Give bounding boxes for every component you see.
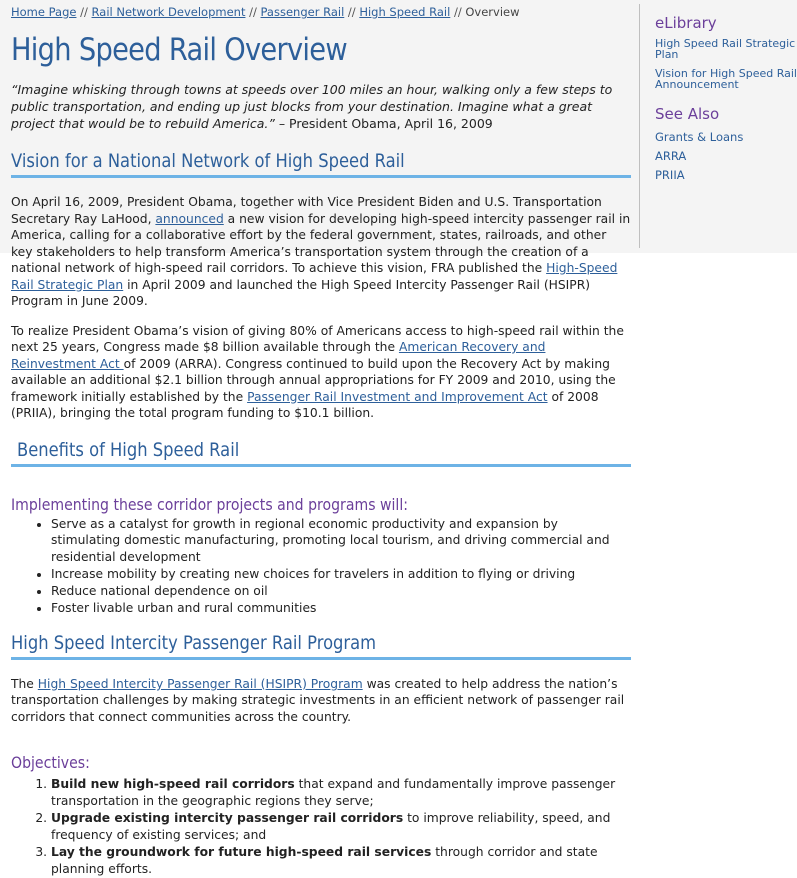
breadcrumb-separator: // bbox=[249, 5, 257, 19]
objective-text: that expand and fundamentally improve passenger transportation in the geographic regions they serve; bbox=[51, 777, 616, 809]
sidebar-link-priia[interactable]: PRIIA bbox=[655, 168, 685, 182]
section-heading-vision bbox=[11, 149, 631, 178]
text-run: of 2009 (ARRA). Congress continued to build upon the Recovery Act by making available an additional $2.1 billion through annual appropriations for FY 2009 and 2010, using the framework initially established by the bbox=[11, 356, 616, 404]
text-run: The bbox=[11, 676, 38, 691]
list-item: • Increase mobility by creating new choices for travelers in addition to flying or driving bbox=[51, 566, 631, 583]
breadcrumb-current: Overview bbox=[465, 5, 520, 19]
see-also-heading: See Also bbox=[655, 105, 720, 123]
text-run: was created to help address the nation’s transportation challenges by making strategic investments in an efficient network of passenger rail corridors that connect communities across the country. bbox=[11, 676, 625, 724]
see-also-links bbox=[655, 131, 797, 182]
text-run: To realize President Obama’s vision of giving 80% of Americans access to high-speed rail within the next 25 years, Congress made $8 billion available through the bbox=[11, 323, 624, 354]
breadcrumb-separator: // bbox=[80, 5, 88, 19]
main-content bbox=[11, 0, 631, 878]
strategic-plan-link[interactable]: High-Speed Rail Strategic Plan bbox=[11, 261, 618, 292]
program-paragraph bbox=[11, 676, 631, 726]
text-run: a new vision for developing high-speed intercity passenger rail in America, calling for a collaborative effort by the federal government, states, railroads, and other key stakeholders to help transform America’s transportation system through the creation of a national network of high-speed rail corridors. To achieve this vision, FRA published the bbox=[11, 211, 631, 275]
breadcrumb-home[interactable]: Home Page bbox=[11, 5, 77, 19]
objective-title: Lay the groundwork for future high-speed rail services bbox=[51, 845, 432, 860]
list-item bbox=[51, 810, 631, 844]
vision-paragraph-2 bbox=[11, 323, 631, 422]
announced-link[interactable]: announced bbox=[155, 211, 224, 226]
elibrary-heading: eLibrary bbox=[655, 14, 717, 32]
breadcrumb-high-speed-rail[interactable]: High Speed Rail bbox=[359, 5, 451, 19]
breadcrumb-separator: // bbox=[453, 5, 462, 19]
list-item: • Serve as a catalyst for growth in regional economic productivity and expansion by stimulating domestic manufacturing, promoting local tourism, and driving commercial and residential development bbox=[51, 516, 631, 567]
priia-act-link[interactable]: Passenger Rail Investment and Improvement Act bbox=[247, 389, 548, 404]
arra-link[interactable]: American Recovery and Reinvestment Act bbox=[11, 340, 546, 371]
objective-title: Build new high-speed rail corridors bbox=[51, 777, 295, 792]
quote-text: “Imagine whisking through towns at speeds over 100 miles an hour, walking only a few steps to public transportation, and ending up just blocks from your destination. Imagine what a great project that would be to rebuild America.” bbox=[11, 82, 613, 131]
list-item bbox=[51, 776, 631, 810]
section-heading-program-text: High Speed Intercity Passenger Rail Program bbox=[11, 631, 377, 654]
sidebar-link-vision-announcement[interactable]: Vision for High Speed Rail Announcement bbox=[655, 67, 797, 91]
objective-title: Upgrade existing intercity passenger rail corridors bbox=[51, 811, 404, 826]
section-heading-benefits bbox=[11, 438, 631, 467]
sidebar-link-strategic-plan[interactable]: High Speed Rail Strategic Plan bbox=[655, 37, 796, 61]
benefits-list bbox=[11, 516, 631, 617]
text-run: of 2008 (PRIIA), bringing the total program funding to $10.1 billion. bbox=[11, 389, 599, 420]
benefits-subheading-text: Implementing these corridor projects and programs will: bbox=[11, 494, 409, 514]
objectives-heading bbox=[11, 753, 631, 773]
vision-paragraph-1 bbox=[11, 194, 631, 310]
section-heading-vision-text: Vision for a National Network of High Speed Rail bbox=[11, 150, 405, 172]
sidebar bbox=[639, 4, 797, 248]
breadcrumb bbox=[11, 5, 631, 19]
breadcrumb-rail-network[interactable]: Rail Network Development bbox=[91, 5, 246, 19]
text-run: in April 2009 and launched the High Speed Intercity Passenger Rail (HSIPR) Program in June 2009. bbox=[11, 277, 591, 308]
section-heading-program bbox=[11, 631, 631, 660]
text-run: On April 16, 2009, President Obama, together with Vice President Biden and U.S. Transportation Secretary Ray LaHood, bbox=[11, 195, 602, 226]
objective-text: through corridor and state planning efforts. bbox=[51, 845, 598, 876]
list-item: • Reduce national dependence on oil bbox=[51, 583, 631, 600]
list-item bbox=[51, 844, 631, 878]
sidebar-link-arra[interactable]: ARRA bbox=[655, 149, 687, 163]
objective-text: to improve reliability, speed, and frequency of existing services; and bbox=[51, 811, 611, 843]
section-heading-benefits-text: Benefits of High Speed Rail bbox=[17, 438, 240, 461]
breadcrumb-separator: // bbox=[347, 5, 356, 19]
benefits-subheading bbox=[11, 495, 631, 515]
breadcrumb-passenger-rail[interactable]: Passenger Rail bbox=[260, 5, 345, 19]
intro-quote bbox=[11, 81, 631, 132]
page-title: High Speed Rail Overview bbox=[11, 32, 348, 68]
elibrary-links bbox=[655, 39, 797, 90]
quote-attribution: – President Obama, April 16, 2009 bbox=[274, 116, 493, 131]
list-item: • Foster livable urban and rural communities bbox=[51, 600, 631, 617]
sidebar-link-grants-loans[interactable]: Grants & Loans bbox=[655, 130, 744, 144]
objectives-heading-text: Objectives: bbox=[11, 753, 90, 773]
hsipr-program-link[interactable]: High Speed Intercity Passenger Rail (HSIPR) Program bbox=[37, 676, 363, 691]
